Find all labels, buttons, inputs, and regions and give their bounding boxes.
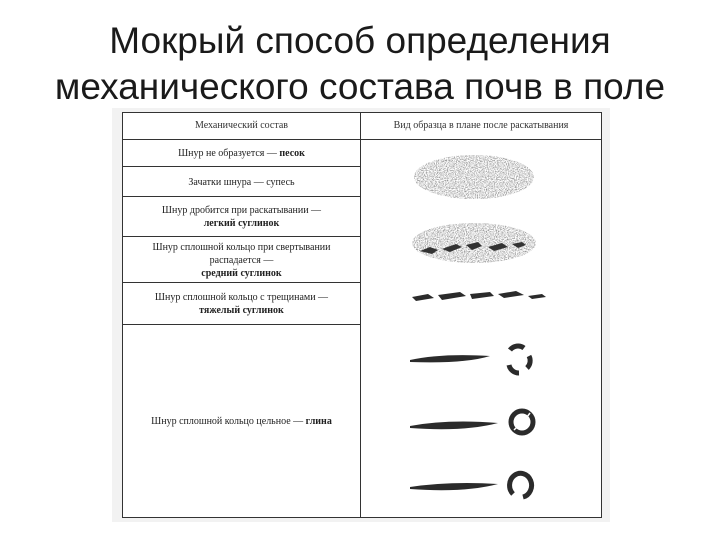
light-loam-sample-icon (412, 291, 546, 301)
row-text: Шнур не образуется — (178, 147, 277, 159)
row-text: Шнур сплошной кольцо при свертывании распадается — (152, 241, 331, 266)
heavy-loam-sample-icon (410, 411, 533, 433)
table-row-medium-loam (123, 238, 360, 283)
header-sample-view: Вид образца в плане после раскатывания (361, 113, 601, 140)
title-line-2: механического состава почв в поле (54, 66, 666, 107)
row-texture-name: глина (305, 415, 332, 427)
table-row-clay (123, 326, 360, 516)
sandy-loam-sample-icon (412, 223, 536, 263)
row-texture-name: средний суглинок (201, 267, 282, 279)
table-row-sand (123, 140, 360, 167)
sample-illustrations (402, 145, 586, 513)
row-text: Зачатки шнура — супесь (188, 176, 295, 188)
row-text: Шнур сплошной кольцо цельное — (151, 415, 304, 427)
row-text: Шнур дробится при раскатывании — (161, 205, 322, 216)
table-row-sandy-loam (123, 168, 360, 197)
header-texture: Механический состав (123, 113, 360, 140)
sand-sample-icon (414, 155, 534, 199)
medium-loam-sample-icon (410, 346, 530, 373)
row-texture-name: тяжелый суглинок (199, 305, 284, 316)
column-divider (360, 113, 361, 517)
row-texture-name: песок (279, 147, 305, 159)
soil-texture-table (122, 112, 602, 518)
row-text: Шнур сплошной кольцо с трещинами — (154, 292, 329, 303)
title-line-1: Мокрый способ определения (109, 20, 611, 61)
slide-title (0, 18, 720, 110)
table-row-heavy-loam (123, 284, 360, 325)
row-texture-name: легкий суглинок (203, 218, 280, 229)
clay-sample-icon (410, 473, 532, 497)
table-row-light-loam (123, 198, 360, 237)
